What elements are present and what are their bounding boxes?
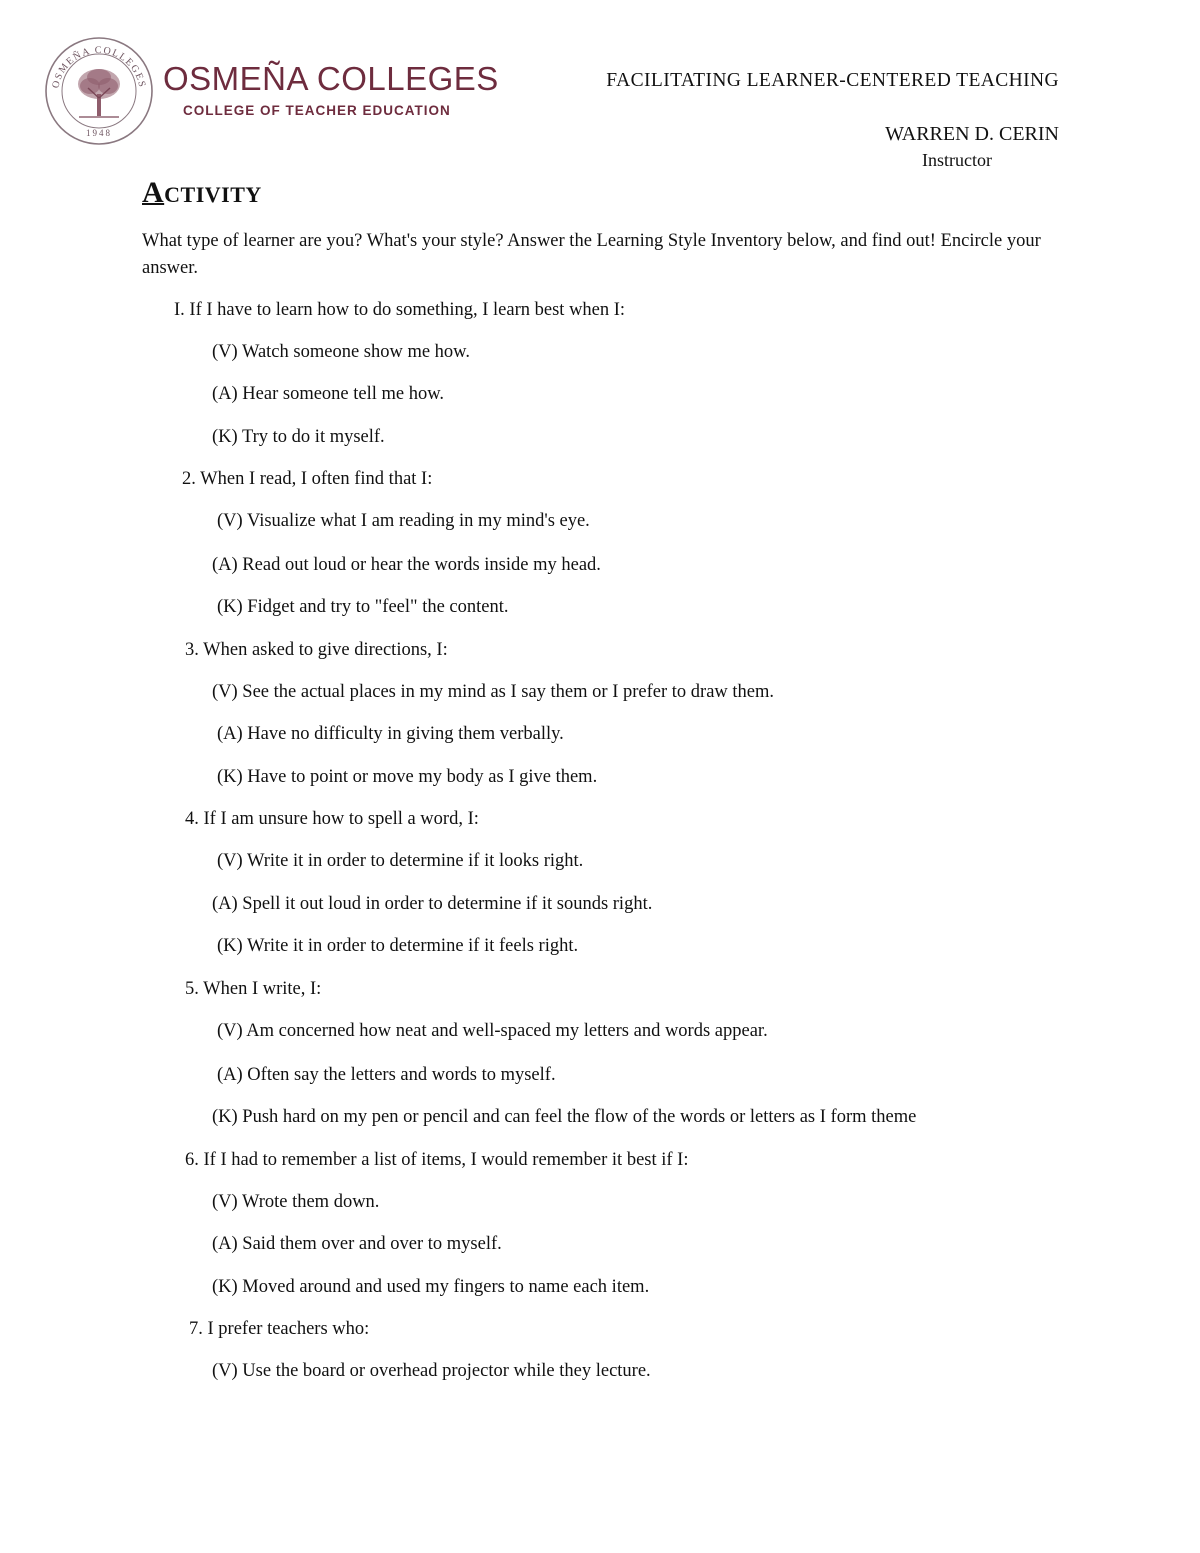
tree-icon	[78, 69, 120, 117]
instructor-name: WARREN D. CERIN	[885, 123, 1059, 145]
seal-top-text: OSMEÑA COLLEGES	[50, 44, 148, 90]
question-prompt: 4. If I am unsure how to spell a word, I:	[185, 809, 479, 829]
answer-option[interactable]: (K) Try to do it myself.	[212, 427, 385, 447]
answer-option[interactable]: (V) Visualize what I am reading in my mind's eye.	[217, 511, 590, 531]
answer-option[interactable]: (K) Fidget and try to "feel" the content.	[217, 597, 509, 617]
activity-heading	[142, 176, 262, 210]
question-prompt: 6. If I had to remember a list of items, I would remember it best if I:	[185, 1150, 689, 1170]
activity-heading-rest: CTIVITY	[164, 182, 262, 207]
page-header	[0, 0, 1200, 170]
seal-year: 1948	[86, 128, 112, 138]
answer-option[interactable]: (K) Write it in order to determine if it feels right.	[217, 936, 579, 956]
answer-option[interactable]: (K) Push hard on my pen or pencil and can feel the flow of the words or letters as I form theme	[212, 1107, 917, 1127]
instructor-role: Instructor	[922, 150, 992, 170]
course-title: FACILITATING LEARNER-CENTERED TEACHING	[606, 70, 1059, 91]
question-prompt: 3. When asked to give directions, I:	[185, 640, 448, 660]
answer-option[interactable]: (V) Write it in order to determine if it looks right.	[217, 851, 584, 871]
answer-option[interactable]: (V) Use the board or overhead projector while they lecture.	[212, 1361, 651, 1381]
answer-option[interactable]: (V) Wrote them down.	[212, 1192, 380, 1212]
college-seal-logo	[44, 36, 154, 146]
answer-option[interactable]: (V) See the actual places in my mind as I say them or I prefer to draw them.	[212, 682, 775, 702]
question-prompt: 2. When I read, I often find that I:	[182, 469, 433, 489]
answer-option[interactable]: (A) Spell it out loud in order to determine if it sounds right.	[212, 894, 653, 914]
question-prompt: I. If I have to learn how to do something, I learn best when I:	[174, 300, 626, 320]
answer-option[interactable]: (A) Hear someone tell me how.	[212, 384, 445, 404]
answer-option[interactable]: (V) Am concerned how neat and well-spaced my letters and words appear.	[217, 1021, 768, 1041]
answer-option[interactable]: (V) Watch someone show me how.	[212, 342, 470, 362]
answer-option[interactable]: (K) Moved around and used my fingers to name each item.	[212, 1277, 650, 1297]
answer-option[interactable]: (K) Have to point or move my body as I give them.	[217, 767, 598, 787]
question-prompt: 5. When I write, I:	[185, 979, 322, 999]
answer-option[interactable]: (A) Said them over and over to myself.	[212, 1234, 502, 1254]
answer-option[interactable]: (A) Have no difficulty in giving them verbally.	[217, 724, 564, 744]
activity-heading-initial: A	[142, 176, 165, 209]
college-department: COLLEGE OF TEACHER EDUCATION	[183, 103, 451, 118]
answer-option[interactable]: (A) Read out loud or hear the words inside my head.	[212, 555, 601, 575]
college-name: OSMEÑA COLLEGES	[163, 60, 499, 97]
activity-intro: What type of learner are you? What's your style? Answer the Learning Style Inventory below, and find out! Encircle your answer.	[142, 231, 1041, 278]
answer-option[interactable]: (A) Often say the letters and words to myself.	[217, 1065, 556, 1085]
question-prompt: 7. I prefer teachers who:	[189, 1319, 370, 1339]
